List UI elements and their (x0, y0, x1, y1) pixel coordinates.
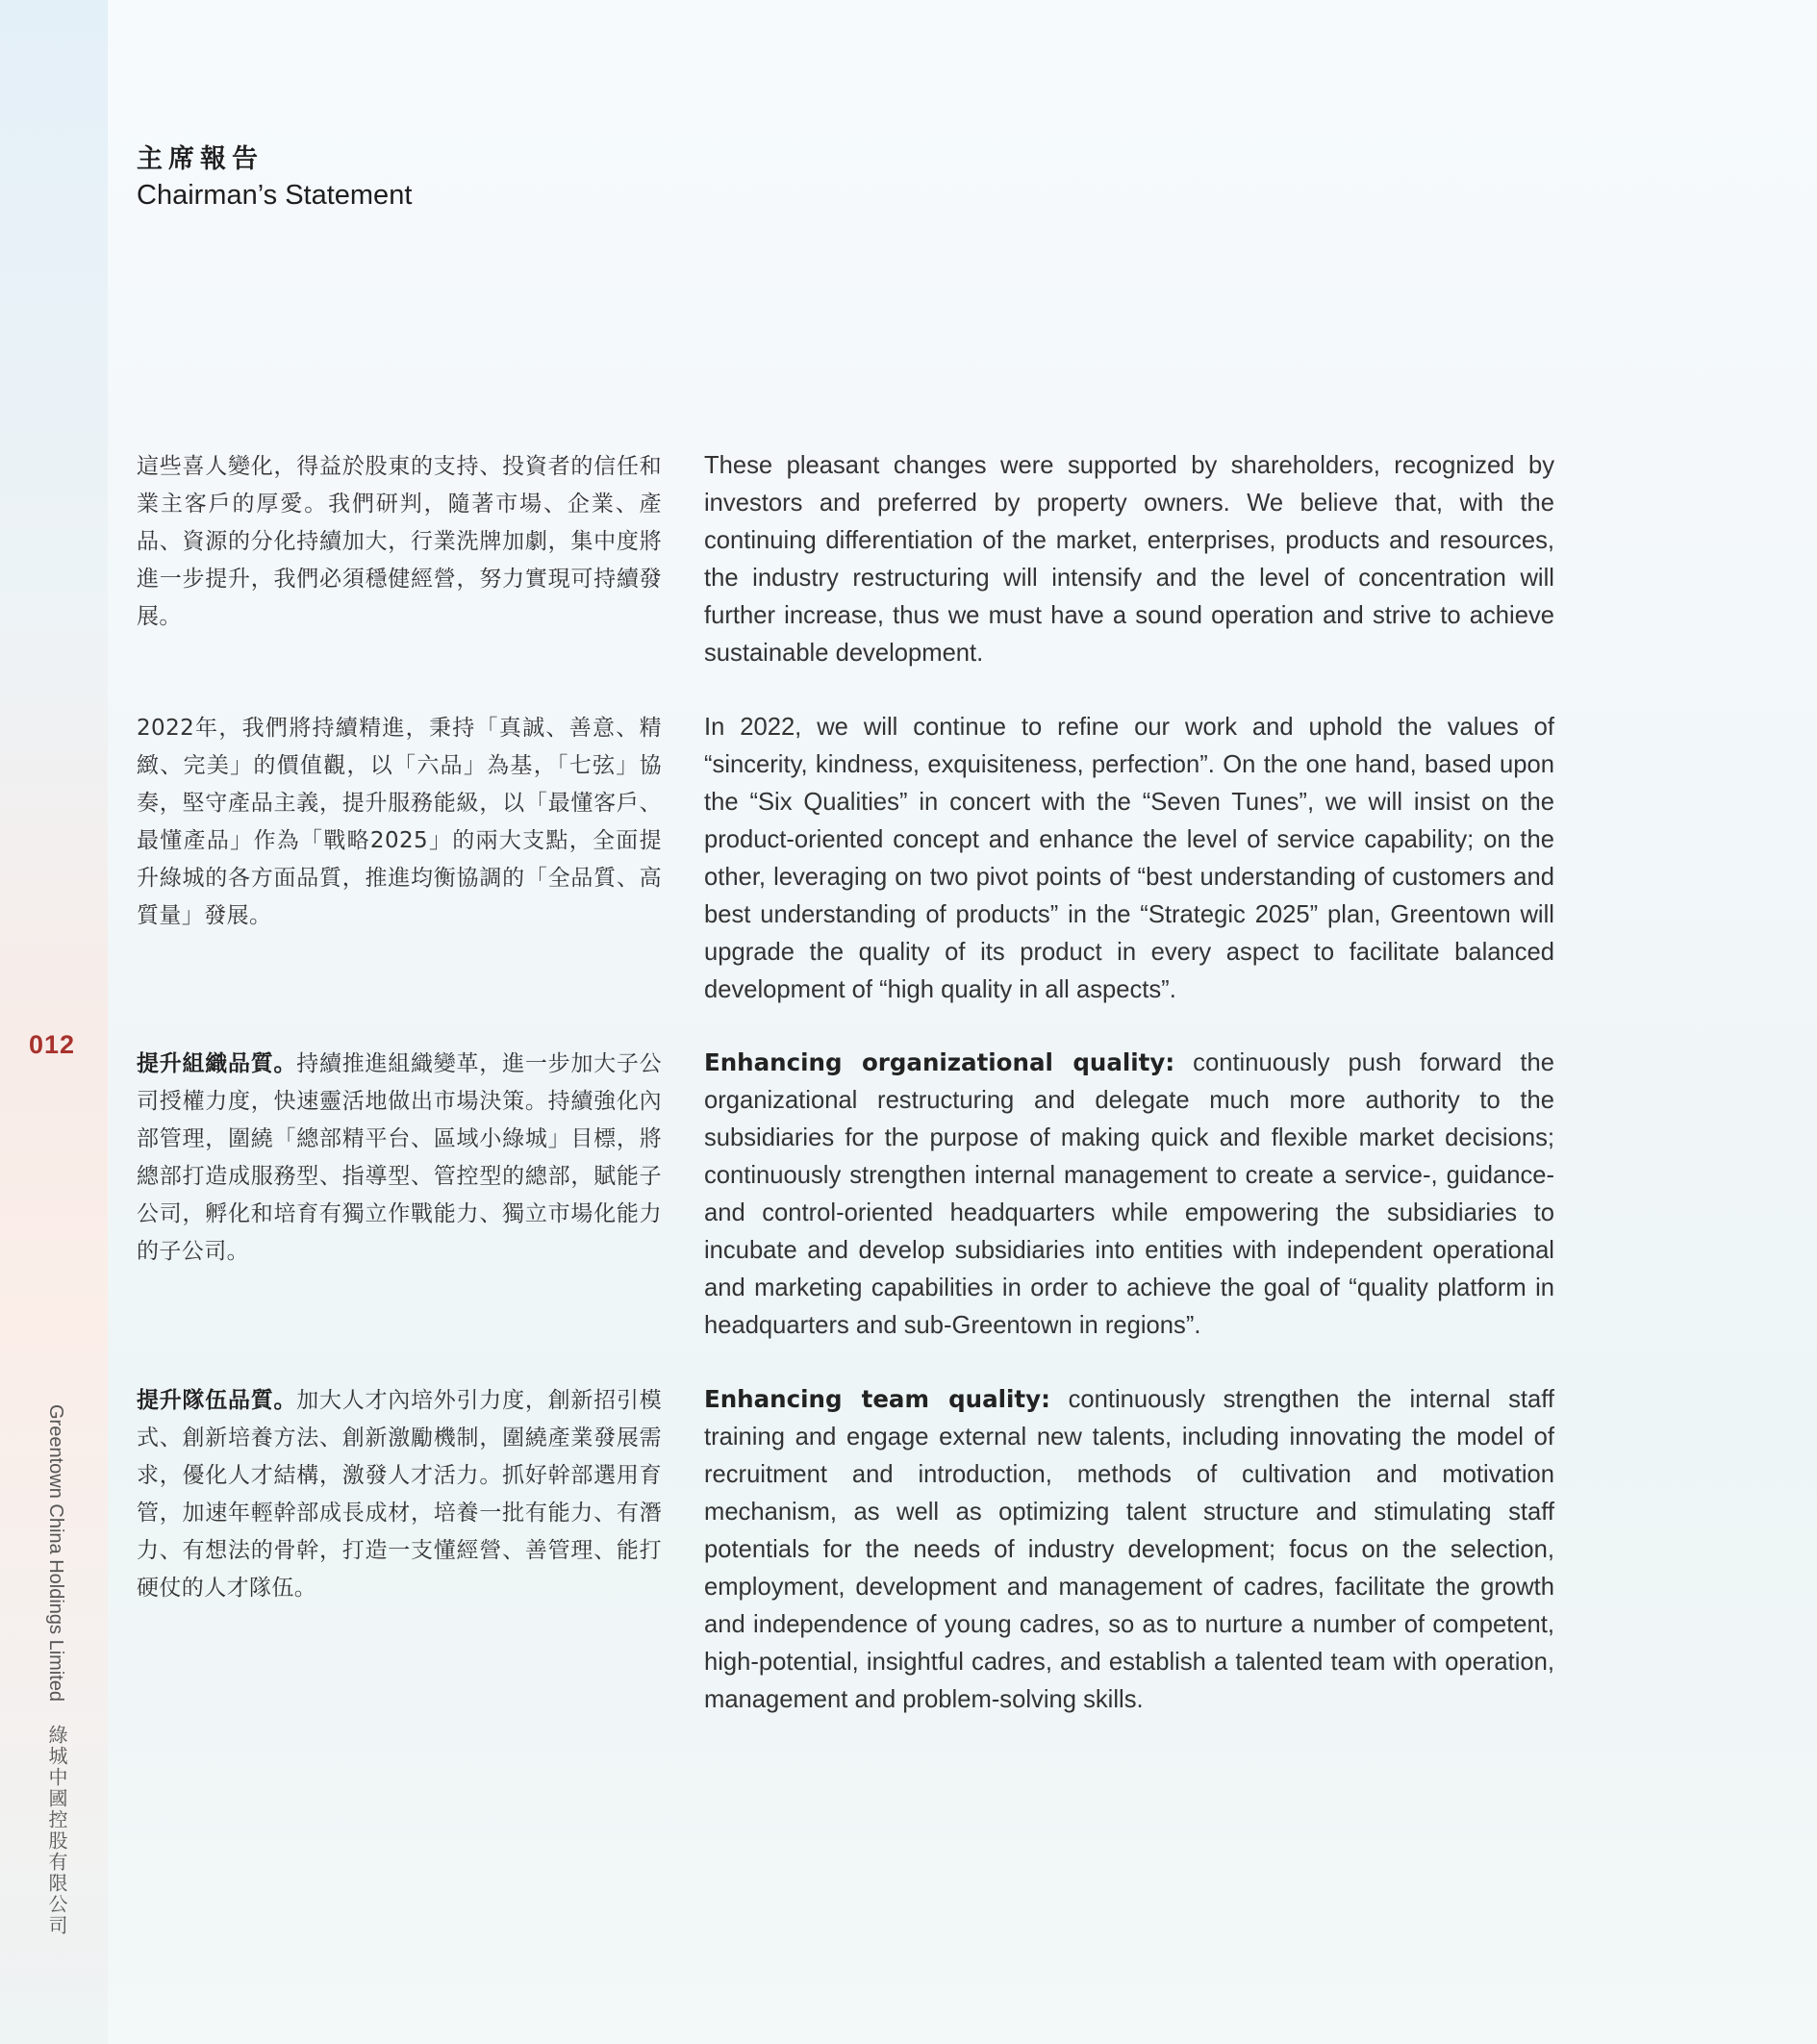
company-name-zh: 綠城中國控股有限公司 (45, 1724, 66, 1936)
paragraph-zh-2-body: 2022年，我們將持續精進，秉持「真誠、善意、精緻、完美」的價值觀，以「六品」為基，「七弦」協奏，堅守產品主義，提升服務能級，以「最懂客戶、最懂產品」作為「戰略2025」的兩大支點，全面提升綠城的各方面品質，推進均衡協調的「全品質、高質量」發展。 (137, 716, 662, 928)
paragraph-en-4 (704, 1380, 1554, 1719)
page-number: 012 (29, 1030, 76, 1059)
company-name-en: Greentown China Holdings Limited (45, 1404, 66, 1703)
paragraph-zh-1-body: 這些喜人變化，得益於股東的支持、投資者的信任和業主客戶的厚愛。我們研判，隨著市場、企業、產品、資源的分化持續加大，行業洗牌加劇，集中度將進一步提升，我們必須穩健經營，努力實現可持續發展。 (137, 454, 662, 629)
paragraph-zh-1 (137, 448, 662, 636)
paragraph-en-4-lead: Enhancing team quality: (704, 1385, 1050, 1413)
paragraph-zh-3 (137, 1046, 662, 1271)
paragraph-en-1-body: These pleasant changes were supported by shareholders, recognized by investors and preferred by property owners. We believe that, with the continuing differentiation of the market, enterprises, products and resources, the industry restructuring will intensify and the level of concentration will further increase, thus we must have a sound operation and strive to achieve sustainable development. (704, 452, 1554, 667)
heading-english: Chairman’s Statement (137, 180, 413, 211)
paragraph-en-2 (704, 708, 1554, 1009)
paragraph-en-4-body: continuously strengthen the internal staff training and engage external new talents, including innovating the model of recruitment and introduction, methods of cultivation and motivation mechanism, as well as optimizing talent structure and stimulating staff potentials for the needs of industry development; focus on the selection, employment, development and management of cadres, facilitate the growth and independence of young cadres, so as to nurture a number of competent, high-potential, insightful cadres, and establish a talented team with operation, management and problem-solving skills. (704, 1386, 1555, 1713)
paragraph-zh-4-body: 加大人才內培外引力度，創新招引模式、創新培養方法、創新激勵機制，圍繞產業發展需求，優化人才結構，激發人才活力。抓好幹部選用育管，加速年輕幹部成長成材，培養一批有能力、有潛力、有想法的骨幹，打造一支懂經營、善管理、能打硬仗的人才隊伍。 (137, 1388, 662, 1601)
paragraph-en-3 (704, 1044, 1554, 1345)
paragraph-en-1 (704, 446, 1554, 672)
heading-chinese: 主席報告 (137, 144, 264, 174)
paragraph-zh-2 (137, 710, 662, 935)
paragraph-zh-3-body: 持續推進組織變革，進一步加大子公司授權力度，快速靈活地做出市場決策。持續強化內部管理，圍繞「總部精平台、區域小綠城」目標，將總部打造成服務型、指導型、管控型的總部，賦能子公司，孵化和培育有獨立作戰能力、獨立市場化能力的子公司。 (137, 1051, 662, 1264)
paragraph-zh-4 (137, 1382, 662, 1607)
paragraph-en-2-body: In 2022, we will continue to refine our work and uphold the values of “sincerity, kindness, exquisiteness, perfection”. On the one hand, based upon the “Six Qualities” in concert with the “Seven Tunes”, we will insist on the product-oriented concept and enhance the level of service capability; on the other, leveraging on two pivot points of “best understanding of customers and best understanding of products” in the “Strategic 2025” plan, Greentown will upgrade the quality of its product in every aspect to facilitate balanced development of “high quality in all aspects”. (704, 714, 1554, 1003)
paragraph-zh-4-lead: 提升隊伍品質。 (137, 1388, 297, 1413)
page-heading (137, 142, 412, 214)
paragraph-zh-3-lead: 提升組織品質。 (137, 1051, 297, 1076)
company-name-vertical (42, 1404, 70, 1936)
paragraph-en-3-body: continuously push forward the organizational restructuring and delegate much more authority to the subsidiaries for the purpose of making quick and flexible market decisions; continuously strengthen internal management to create a service-, guidance- and control-oriented headquarters while empowering the subsidiaries to incubate and develop subsidiaries into entities with independent operational and marketing capabilities in order to achieve the goal of “quality platform in headquarters and sub-Greentown in regions”. (704, 1049, 1554, 1339)
paragraph-en-3-lead: Enhancing organizational quality: (704, 1048, 1175, 1076)
